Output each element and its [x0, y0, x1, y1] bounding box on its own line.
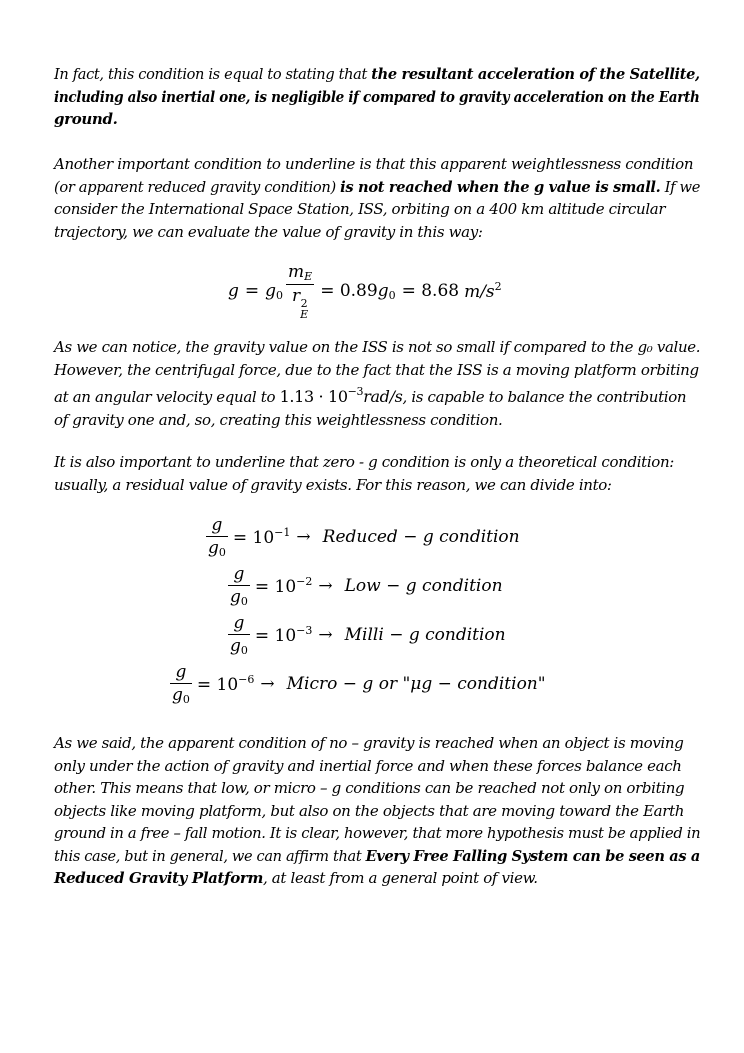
bold-text-run: the resultant acceleration of the Satellite,	[371, 65, 700, 83]
math-value: = 10	[254, 626, 297, 646]
math-symbol: m	[288, 262, 305, 282]
text-line: objects like moving platform, but also on the objects that are moving toward the Earth	[54, 801, 685, 820]
text-line	[54, 176, 701, 199]
fraction-denominator	[206, 536, 228, 559]
math-operator: =	[244, 281, 260, 301]
text-run: If we	[660, 177, 701, 196]
text-line: However, the centrifugal force, due to the fact that the ISS is a moving platform orbiting	[54, 360, 699, 379]
text-line: trajectory, we can evaluate the value of gravity in this way:	[54, 222, 483, 241]
math-subscript: 0	[218, 546, 226, 559]
ratio-equation-reduced	[206, 515, 520, 559]
gravity-equation	[228, 262, 502, 320]
math-superscript: 2	[494, 280, 502, 293]
angular-velocity-value	[280, 387, 403, 406]
unit-text: rad/s	[363, 387, 403, 406]
math-subscript: 0	[182, 693, 190, 706]
text-line	[54, 86, 700, 109]
paragraph-3	[54, 336, 700, 431]
fraction-denominator	[170, 683, 192, 706]
paragraph-2	[54, 153, 700, 243]
math-symbol: g	[377, 280, 389, 301]
ratio-fraction	[206, 515, 228, 559]
paragraph-1	[54, 63, 700, 131]
text-run: In fact, this condition is equal to stating that	[54, 65, 372, 83]
math-subscript: 0	[276, 288, 284, 302]
ratio-value	[255, 624, 313, 646]
arrow-symbol: →	[318, 576, 333, 596]
text-line: only under the action of gravity and inertial force and when these forces balance each	[54, 756, 682, 775]
ratio-fraction	[228, 564, 250, 608]
math-symbol: g	[175, 662, 187, 682]
math-symbol: g	[211, 515, 223, 535]
math-symbol: g	[228, 281, 239, 301]
arrow-symbol: →	[296, 527, 311, 547]
text-line: usually, a residual value of gravity exists. For this reason, we can divide into:	[54, 475, 612, 494]
bold-text-run: including also inertial one, is negligible if compared to gravity acceleration on the Earth	[54, 87, 700, 106]
paragraph-5	[54, 732, 700, 890]
text-line: As we said, the apparent condition of no – gravity is reached when an object is moving	[54, 734, 684, 752]
bold-text-run: is not reached when the g value is small.	[340, 177, 661, 196]
condition-label: Reduced − g condition	[322, 527, 520, 547]
text-line: Another important condition to underline is that this apparent weightlessness condition	[54, 155, 694, 173]
math-superscript: −6	[238, 673, 255, 686]
ratio-fraction	[170, 662, 192, 706]
arrow-symbol: →	[260, 674, 275, 694]
text-line: other. This means that low, or micro – g conditions can be reached not only on orbiting	[54, 779, 685, 797]
math-subscript: 0	[388, 288, 396, 302]
text-line	[54, 845, 700, 868]
math-symbol: g	[172, 685, 183, 705]
math-subscript: E	[304, 270, 313, 283]
math-subscript: 0	[240, 595, 248, 608]
math-superscript: −2	[296, 575, 313, 588]
text-line: of gravity one and, so, creating this weightlessness condition.	[54, 410, 503, 429]
text-run: , is capable to balance the contribution	[402, 388, 687, 406]
math-value: = 10	[254, 577, 297, 597]
ratio-fraction	[228, 613, 250, 657]
math-value: = 0.89	[320, 281, 378, 301]
text-line	[54, 108, 700, 131]
ratio-equation-micro	[170, 662, 546, 706]
math-superscript: −1	[274, 526, 291, 539]
ratio-value	[255, 575, 313, 597]
math-value: 1.13 · 10	[279, 387, 348, 406]
math-unit	[464, 280, 502, 302]
paragraph-4	[54, 451, 700, 496]
condition-label: Micro − g or "μg − condition"	[286, 674, 546, 694]
math-value: = 8.68	[401, 281, 460, 301]
fraction-numerator	[170, 662, 192, 683]
math-subscript: 0	[240, 644, 248, 657]
mass-radius-fraction	[286, 262, 314, 320]
math-superscript: −3	[296, 624, 313, 637]
bold-text-run: Every Free Falling System can be seen as a	[365, 846, 700, 865]
arrow-symbol: →	[318, 625, 333, 645]
math-symbol: g	[265, 280, 277, 301]
text-run: at an angular velocity equal to	[54, 388, 280, 406]
fraction-denominator	[228, 585, 250, 608]
math-superscript: −3	[347, 385, 364, 398]
math-symbol: g	[233, 613, 245, 633]
math-subscript: E	[300, 308, 309, 321]
text-run: this case, but in general, we can affirm that	[54, 846, 366, 865]
math-symbol: g	[230, 636, 241, 656]
bold-text-run: ground.	[54, 110, 118, 128]
math-g0	[378, 281, 396, 302]
math-symbol: g	[230, 587, 241, 607]
fraction-denominator	[228, 634, 250, 657]
text-run: (or apparent reduced gravity condition)	[54, 177, 341, 196]
fraction-numerator	[228, 564, 250, 585]
text-line	[54, 867, 700, 890]
text-line: It is also important to underline that zero - g condition is only a theoretical condition:	[54, 453, 674, 471]
math-symbol: g	[233, 564, 245, 584]
math-symbol: g	[208, 538, 219, 558]
ratio-equation-low	[228, 564, 503, 608]
ratio-value	[233, 526, 291, 548]
unit-text: m/s	[464, 282, 495, 302]
math-value: = 10	[196, 675, 239, 695]
ratio-value	[197, 673, 255, 695]
condition-label: Low − g condition	[344, 576, 503, 596]
fraction-numerator	[206, 515, 228, 536]
math-superscript: 2	[300, 297, 308, 310]
text-line: consider the International Space Station, ISS, orbiting on a 400 km altitude circular	[54, 200, 666, 218]
math-value: = 10	[232, 528, 275, 548]
ratio-equation-milli	[228, 613, 506, 657]
text-run: , at least from a general point of view.	[262, 869, 538, 887]
bold-text-run: Reduced Gravity Platform	[54, 869, 263, 887]
text-line	[54, 63, 700, 86]
text-line: ground in a free – fall motion. It is clear, however, that more hypothesis must be applied in	[54, 824, 701, 842]
condition-label: Milli − g condition	[344, 625, 506, 645]
fraction-denominator	[286, 284, 314, 320]
math-g0	[265, 281, 283, 302]
text-line	[54, 381, 700, 409]
fraction-numerator	[286, 262, 314, 284]
math-symbol: r	[292, 286, 301, 306]
text-line: As we can notice, the gravity value on the ISS is not so small if compared to the g₀ value.	[54, 338, 701, 356]
fraction-numerator	[228, 613, 250, 634]
